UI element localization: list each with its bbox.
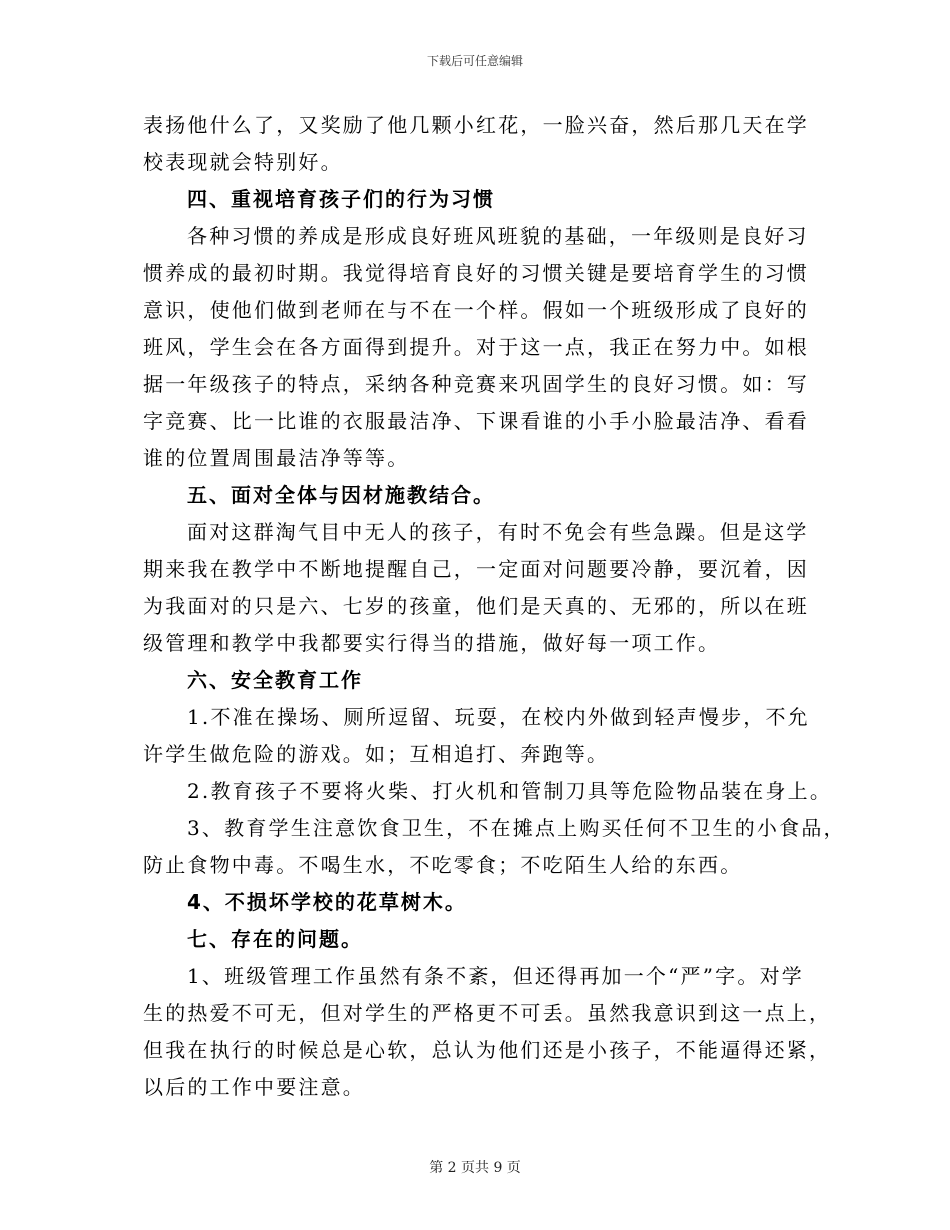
body-line: 意识，使他们做到老师在与不在一个样。假如一个班级形成了良好的 (143, 298, 809, 322)
body-line: 1、班级管理工作虽然有条不紊，但还得再加一个“严”字。对学 (187, 964, 804, 988)
list-item-4: 4、不损坏学校的花草树木。 (187, 890, 467, 914)
body-line: 生的热爱不可无，但对学生的严格更不可丢。虽然我意识到这一点上， (143, 1001, 832, 1025)
body-line: 以后的工作中要注意。 (143, 1075, 365, 1099)
document-body (143, 107, 846, 1106)
body-line: 字竞赛、比一比谁的衣服最洁净、下课看谁的小手小脸最洁净、看看 (143, 409, 809, 433)
section-heading-7: 七、存在的问题。 (187, 927, 363, 951)
body-line: 惯养成的最初时期。我觉得培育良好的习惯关键是要培育学生的习惯 (143, 261, 809, 285)
body-line: 班风，学生会在各方面得到提升。对于这一点，我正在努力中。如根 (143, 335, 809, 359)
list-item-3: 3、教育学生注意饮食卫生，不在摊点上购买任何不卫生的小食品， (187, 816, 846, 840)
page-footer: 第 2 页共 9 页 (429, 1160, 521, 1176)
body-line: 表扬他什么了，又奖励了他几颗小红花，一脸兴奋，然后那几天在学 (143, 113, 809, 137)
body-line: 校表现就会特别好。 (143, 150, 343, 174)
body-line: 期来我在教学中不断地提醒自己，一定面对问题要冷静，要沉着，因 (143, 557, 809, 581)
body-line: 据一年级孩子的特点，采纳各种竞赛来巩固学生的良好习惯。如：写 (143, 372, 809, 396)
body-line: 面对这群淘气目中无人的孩子，有时不免会有些急躁。但是这学 (187, 520, 809, 544)
body-line: 级管理和教学中我都要实行得当的措施，做好每一项工作。 (143, 631, 721, 655)
body-line: 许学生做危险的游戏。如；互相追打、奔跑等。 (143, 742, 610, 766)
body-line: 防止食物中毒。不喝生水，不吃零食；不吃陌生人给的东西。 (143, 853, 743, 877)
body-line: 但我在执行的时候总是心软，总认为他们还是小孩子，不能逼得还紧， (143, 1038, 832, 1062)
page-header: 下载后可任意编辑 (426, 54, 523, 68)
body-line: 各种习惯的养成是形成良好班风班貌的基础，一年级则是良好习 (187, 224, 809, 248)
section-heading-5: 五、面对全体与因材施教结合。 (187, 483, 495, 507)
section-heading-4: 四、重视培育孩子们的行为习惯 (187, 187, 495, 211)
list-item-1: 1.不准在操场、厕所逗留、玩耍，在校内外做到轻声慢步，不允 (187, 705, 810, 729)
body-line: 为我面对的只是六、七岁的孩童，他们是天真的、无邪的，所以在班 (143, 594, 809, 618)
list-item-2: 2.教育孩子不要将火柴、打火机和管制刀具等危险物品装在身上。 (187, 779, 833, 803)
section-heading-6: 六、安全教育工作 (187, 668, 363, 692)
body-line: 谁的位置周围最洁净等等。 (143, 446, 410, 470)
